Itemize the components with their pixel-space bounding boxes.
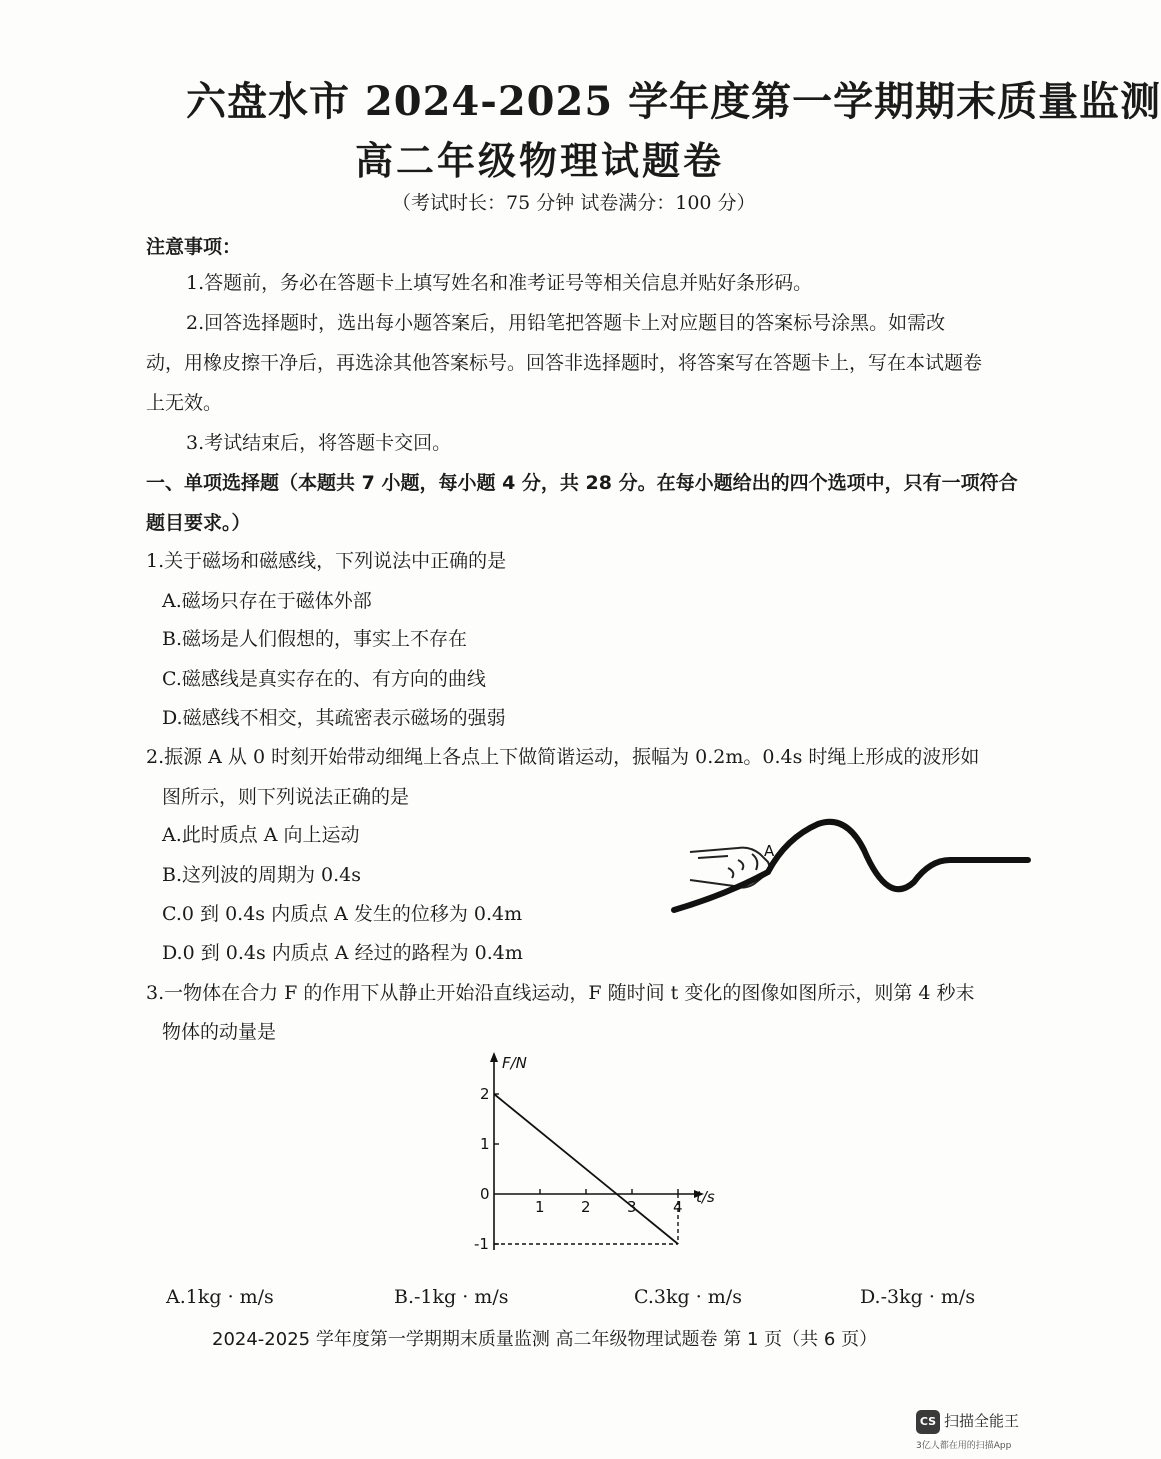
q2-option-c: C.0 到 0.4s 内质点 A 发生的位移为 0.4m [162, 903, 523, 925]
rope-wave-figure [668, 810, 1028, 922]
note-item-3: 3.考试结束后，将答题卡交回。 [186, 432, 452, 454]
q3-option-d: D.-3kg · m/s [860, 1286, 976, 1308]
force-line [494, 1094, 678, 1244]
q2-stem-line2: 图所示，则下列说法正确的是 [162, 786, 410, 808]
x-axis-label: t/s [696, 1188, 715, 1206]
scanner-app-name: 扫描全能王 [944, 1412, 1020, 1430]
q3-option-b: B.-1kg · m/s [394, 1286, 509, 1308]
y-tick-label: 1 [480, 1135, 490, 1153]
scanner-app-tagline: 3亿人都在用的扫描App [916, 1441, 1012, 1451]
q3-stem-line2: 物体的动量是 [162, 1021, 277, 1043]
x-tick-label: 1 [535, 1198, 545, 1216]
x-tick-label: 3 [627, 1198, 637, 1216]
q2-option-b: B.这列波的周期为 0.4s [162, 864, 362, 886]
q2-option-d: D.0 到 0.4s 内质点 A 经过的路程为 0.4m [162, 942, 523, 964]
x-tick-label: 2 [581, 1198, 591, 1216]
q1-option-c: C.磁感线是真实存在的、有方向的曲线 [162, 668, 486, 690]
q3-option-a: A.1kg · m/s [166, 1286, 274, 1308]
hand-illustration [690, 848, 769, 888]
y-axis-arrow [490, 1052, 498, 1062]
note-item-2-line1: 2.回答选择题时，选出每小题答案后，用铅笔把答题卡上对应题目的答案标号涂黑。如需改 [186, 312, 946, 334]
exam-info: （考试时长：75 分钟 试卷满分：100 分） [392, 192, 756, 214]
rope-wave [674, 822, 1028, 910]
q1-option-d: D.磁感线不相交，其疏密表示磁场的强弱 [162, 707, 506, 729]
note-item-1: 1.答题前，务必在答题卡上填写姓名和准考证号等相关信息并贴好条形码。 [186, 272, 813, 294]
x-tick-label: 4 [673, 1198, 683, 1216]
page-title: 六盘水市 2024-2025 学年度第一学期期末质量监测 [186, 78, 1161, 125]
q3-option-c: C.3kg · m/s [634, 1286, 742, 1308]
page-footer: 2024-2025 学年度第一学期期末质量监测 高二年级物理试题卷 第 1 页（共 6 页） [212, 1329, 878, 1350]
q2-option-a: A.此时质点 A 向上运动 [162, 824, 360, 846]
y-tick-label: 0 [480, 1185, 490, 1203]
force-time-chart [470, 1048, 720, 1258]
q3-stem-line1: 3.一物体在合力 F 的作用下从静止开始沿直线运动，F 随时间 t 变化的图像如图所示，则第 4 秒末 [146, 982, 975, 1004]
note-item-2-line2: 动，用橡皮擦干净后，再选涂其他答案标号。回答非选择题时，将答案写在答题卡上，写在本试题卷 [146, 352, 983, 374]
section-heading-line2: 题目要求。） [146, 512, 251, 534]
q2-stem-line1: 2.振源 A 从 0 时刻开始带动细绳上各点上下做简谐运动，振幅为 0.2m。0.4s 时绳上形成的波形如 [146, 746, 980, 768]
q1-option-b: B.磁场是人们假想的，事实上不存在 [162, 628, 468, 650]
q1-stem: 1.关于磁场和磁感线，下列说法中正确的是 [146, 550, 507, 572]
page-subtitle: 高二年级物理试题卷 [355, 138, 725, 183]
y-tick-label: -1 [474, 1235, 489, 1253]
notes-heading: 注意事项： [146, 236, 242, 258]
point-a-label: A [764, 842, 775, 860]
note-item-2-line3: 上无效。 [146, 392, 223, 414]
y-tick-label: 2 [480, 1085, 490, 1103]
y-axis-label: F/N [502, 1054, 527, 1072]
scanner-logo-icon: CS [916, 1410, 940, 1434]
section-heading-line1: 一、单项选择题（本题共 7 小题，每小题 4 分，共 28 分。在每小题给出的四个选项中，只有一项符合 [146, 472, 1018, 494]
q1-option-a: A.磁场只存在于磁体外部 [162, 590, 372, 612]
